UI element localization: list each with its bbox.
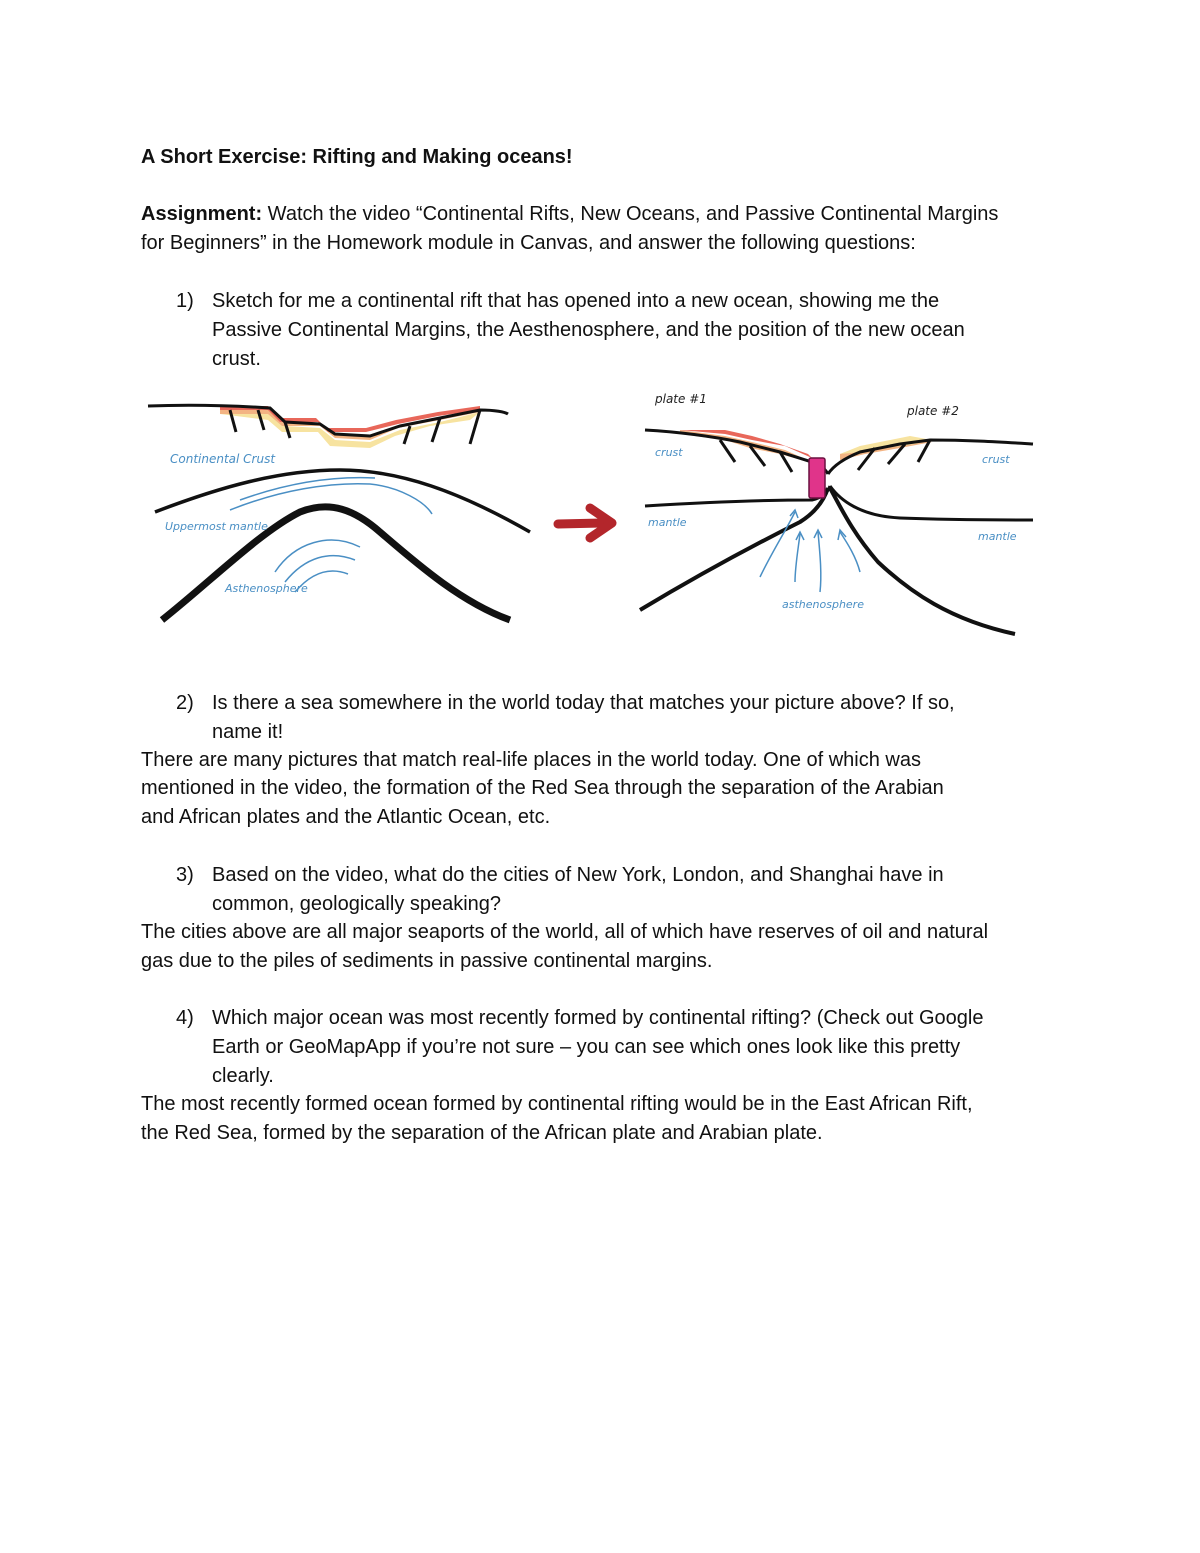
answer-2-line-2: mentioned in the video, the formation of the Red Sea through the separation of the Arabian xyxy=(141,777,944,799)
question-1-number: 1) xyxy=(176,290,194,312)
question-3-line-1: Based on the video, what do the cities of New York, London, and Shanghai have in xyxy=(212,864,944,886)
right-crust-label-left: crust xyxy=(655,446,683,459)
answer-2-line-1: There are many pictures that match real-life places in the world today. One of which was xyxy=(141,749,921,771)
answer-4-line-2: the Red Sea, formed by the separation of the African plate and Arabian plate. xyxy=(141,1122,823,1144)
question-2-line-1: Is there a sea somewhere in the world today that matches your picture above? If so, xyxy=(212,692,955,714)
question-4-number: 4) xyxy=(176,1007,194,1029)
question-1-line-3: crust. xyxy=(212,348,261,370)
question-4-line-3: clearly. xyxy=(212,1065,274,1087)
right-mantle-label-right: mantle xyxy=(978,530,1017,543)
left-panel xyxy=(148,405,530,620)
answer-2-line-3: and African plates and the Atlantic Ocean, etc. xyxy=(141,806,551,828)
left-mantle-label: Uppermost mantle xyxy=(165,520,268,533)
question-4-line-2: Earth or GeoMapApp if you’re not sure – you can see which ones look like this pretty xyxy=(212,1036,961,1058)
right-crust-label-right: crust xyxy=(982,453,1010,466)
transition-arrow xyxy=(558,508,612,538)
assignment-line-2: for Beginners” in the Homework module in Canvas, and answer the following questions: xyxy=(141,232,916,254)
document-title: A Short Exercise: Rifting and Making oceans! xyxy=(141,146,573,168)
left-asthenosphere-label: Asthenosphere xyxy=(225,582,308,595)
right-panel xyxy=(640,392,1033,634)
question-3-number: 3) xyxy=(176,864,194,886)
question-2-line-2: name it! xyxy=(212,721,284,743)
right-asthenosphere-label: asthenosphere xyxy=(782,598,864,611)
answer-4-line-1: The most recently formed ocean formed by continental rifting would be in the East African Rift, xyxy=(141,1093,973,1115)
answer-3-line-2: gas due to the piles of sediments in passive continental margins. xyxy=(141,950,713,972)
question-2-number: 2) xyxy=(176,692,194,714)
question-1-line-2: Passive Continental Margins, the Aesthenosphere, and the position of the new ocean xyxy=(212,319,965,341)
rift-sketch xyxy=(140,382,1050,644)
plate-2-label: plate #2 xyxy=(907,404,959,418)
left-crust-label: Continental Crust xyxy=(170,452,276,466)
answer-3-line-1: The cities above are all major seaports of the world, all of which have reserves of oil and natural xyxy=(141,921,989,943)
question-3-line-2: common, geologically speaking? xyxy=(212,893,502,915)
plate-1-label: plate #1 xyxy=(655,392,707,406)
assignment-line-1 xyxy=(141,200,998,229)
right-mantle-label-left: mantle xyxy=(648,516,687,529)
assignment-text-1: Watch the video “Continental Rifts, New Oceans, and Passive Continental Margins xyxy=(262,203,999,225)
question-4-line-1: Which major ocean was most recently formed by continental rifting? (Check out Google xyxy=(212,1007,984,1029)
question-1-line-1: Sketch for me a continental rift that has opened into a new ocean, showing me the xyxy=(212,290,940,312)
assignment-label: Assignment: xyxy=(141,203,263,225)
